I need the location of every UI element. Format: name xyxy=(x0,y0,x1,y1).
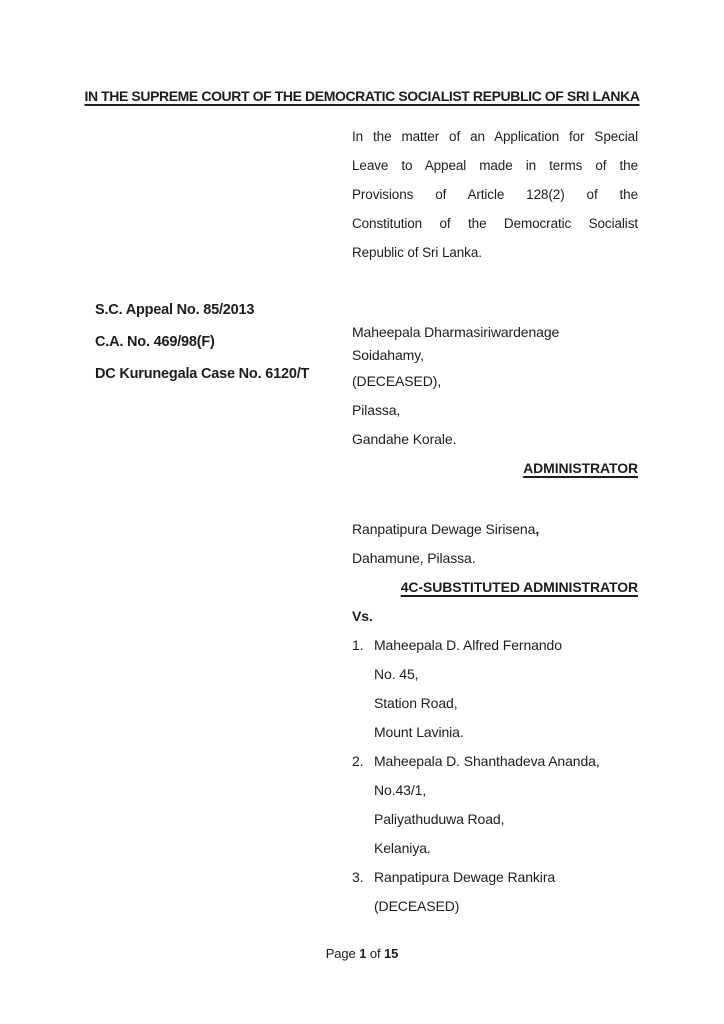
substituted-administrator-role-text: 4C-SUBSTITUTED ADMINISTRATOR xyxy=(400,579,638,595)
administrator-address-line2: Gandahe Korale. xyxy=(352,431,457,447)
footer-current-page: 1 xyxy=(359,946,367,961)
respondent-address-line: Paliyathuduwa Road, xyxy=(374,811,505,827)
document-title-text: IN THE SUPREME COURT OF THE DEMOCRATIC SOCIALIST REPUBLIC OF SRI LANKA xyxy=(84,88,640,104)
respondent-address-line: No.43/1, xyxy=(374,782,427,798)
respondent-status: (DECEASED) xyxy=(374,898,460,914)
administrator-address-line1: Pilassa, xyxy=(352,402,401,418)
administrator-status: (DECEASED), xyxy=(352,373,442,389)
matter-paragraph xyxy=(352,122,638,267)
matter-line: Leave to Appeal made in terms of the xyxy=(352,158,638,173)
respondent-number: 3. xyxy=(352,869,364,885)
respondent-item xyxy=(352,747,638,863)
respondent-name: Maheepala D. Shanthadeva Ananda, xyxy=(374,753,600,769)
respondent-item xyxy=(352,863,638,921)
substituted-administrator-name: Ranpatipura Dewage Sirisena, xyxy=(352,521,540,537)
ca-number: C.A. No. 469/98(F) xyxy=(95,334,215,350)
footer-total-pages: 15 xyxy=(384,946,399,961)
parties-block xyxy=(352,321,638,921)
sc-appeal-number: S.C. Appeal No. 85/2013 xyxy=(95,302,255,318)
document-title xyxy=(0,88,724,104)
substituted-administrator-role-line xyxy=(352,573,638,602)
versus-label: Vs. xyxy=(352,608,373,624)
respondent-number: 1. xyxy=(352,637,364,653)
matter-line: Republic of Sri Lanka. xyxy=(352,245,482,260)
respondent-address-line: Station Road, xyxy=(374,695,458,711)
respondent-number: 2. xyxy=(352,753,364,769)
footer-page-label: Page xyxy=(325,946,356,961)
respondent-details xyxy=(374,863,638,921)
matter-line: Constitution of the Democratic Socialist xyxy=(352,216,638,231)
administrator-name: Maheepala Dharmasiriwardenage Soidahamy, xyxy=(352,324,560,363)
respondent-details xyxy=(374,631,638,747)
administrator-role-text: ADMINISTRATOR xyxy=(523,460,638,476)
respondent-details xyxy=(374,747,638,863)
respondent-item xyxy=(352,631,638,747)
respondent-name: Maheepala D. Alfred Fernando xyxy=(374,637,562,653)
matter-line: Provisions of Article 128(2) of the xyxy=(352,187,638,202)
case-reference-block xyxy=(95,303,355,399)
dc-case-number: DC Kurunegala Case No. 6120/T xyxy=(95,366,310,382)
respondent-address-line: No. 45, xyxy=(374,666,419,682)
matter-line: In the matter of an Application for Special xyxy=(352,129,638,144)
page-number-footer xyxy=(0,946,724,961)
respondent-address-line: Kelaniya. xyxy=(374,840,431,856)
administrator-role-line xyxy=(352,454,638,483)
respondent-name: Ranpatipura Dewage Rankira xyxy=(374,869,556,885)
respondent-address-line: Mount Lavinia. xyxy=(374,724,464,740)
substituted-administrator-address: Dahamune, Pilassa. xyxy=(352,550,476,566)
footer-of-label: of xyxy=(369,946,381,961)
bold-comma: , xyxy=(535,521,540,537)
